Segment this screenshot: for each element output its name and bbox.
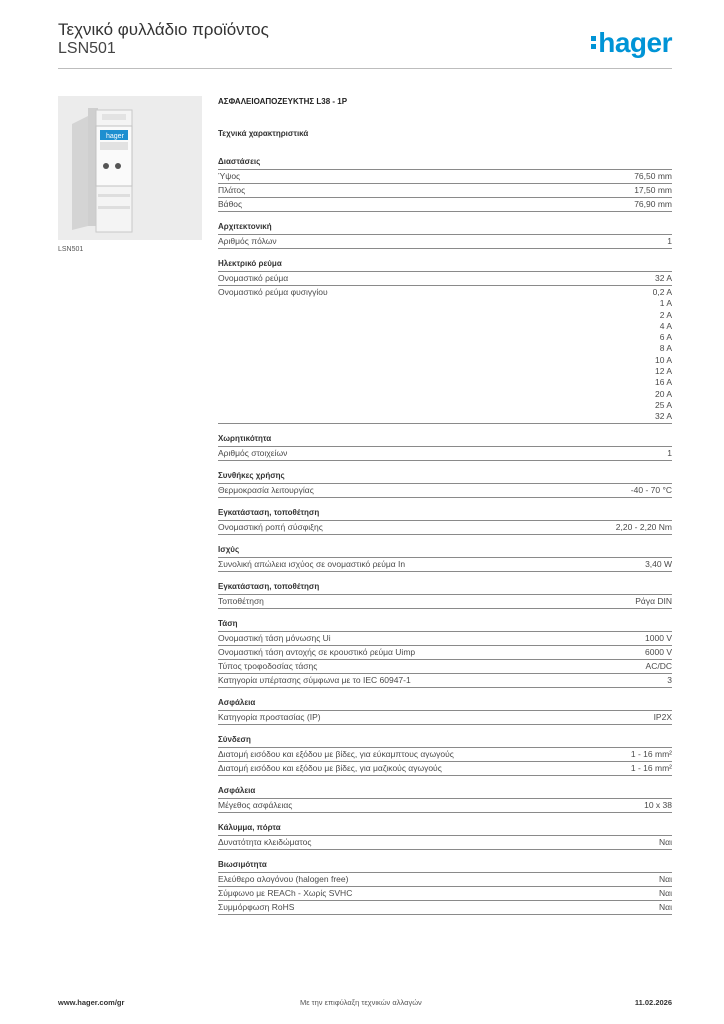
section-title: Αρχιτεκτονική [218, 222, 272, 231]
spec-label: Αριθμός πόλων [218, 236, 277, 246]
spec-section [218, 785, 672, 813]
spec-row [218, 183, 672, 197]
section-title: Ασφάλεια [218, 785, 256, 795]
spec-value-list [653, 286, 672, 423]
document-title: Τεχνικό φυλλάδιο προϊόντος [58, 20, 269, 39]
spec-row [218, 285, 672, 424]
spec-section [218, 470, 672, 498]
spec-value: 10 x 38 [644, 799, 672, 810]
spec-label: Τοποθέτηση [218, 595, 264, 606]
spec-row [218, 271, 672, 285]
spec-row [218, 747, 672, 761]
spec-value: 8 A [659, 343, 672, 354]
spec-value: 3 [667, 674, 672, 685]
spec-value: 76,50 mm [634, 171, 672, 181]
section-title: Βιωσιμότητα [218, 859, 267, 869]
spec-value: Ναι [659, 873, 672, 884]
logo-text: hager [598, 27, 672, 58]
spec-row [218, 631, 672, 645]
spec-label: Θερμοκρασία λειτουργίας [218, 484, 314, 495]
spec-label: Ελεύθερο αλογόνου (halogen free) [218, 873, 349, 884]
spec-label: Ονομαστικό ρεύμα φυσιγγίου [218, 287, 328, 297]
spec-value: 25 A [654, 399, 672, 410]
product-code: LSN501 [58, 40, 116, 57]
spec-label: Ονομαστική ροπή σύσφιξης [218, 521, 323, 532]
spec-section [218, 156, 672, 212]
spec-value: 20 A [654, 388, 672, 399]
spec-sections [218, 156, 672, 915]
spec-section [218, 221, 672, 249]
section-title: Συνθήκες χρήσης [218, 470, 285, 480]
section-title: Εγκατάσταση, τοποθέτηση [218, 581, 320, 591]
spec-label: Κατηγορία προστασίας (IP) [218, 711, 321, 722]
footer-note: Με την επιφύλαξη τεχνικών αλλαγών [300, 998, 422, 1007]
spec-value: 6 A [659, 332, 672, 343]
spec-label: Βάθος [218, 199, 243, 209]
spec-section [218, 544, 672, 572]
spec-row [218, 197, 672, 212]
spec-value: 1 - 16 mm² [630, 748, 672, 759]
section-title: Τάση [218, 618, 238, 628]
spec-section [218, 507, 672, 535]
spec-row [218, 872, 672, 886]
spec-value: 3,40 W [645, 558, 672, 569]
spec-label: Ονομαστική τάση αντοχής σε κρουστικό ρεύμα Uimp [218, 646, 416, 657]
spec-row [218, 446, 672, 461]
spec-label: Ονομαστικό ρεύμα [218, 273, 289, 283]
spec-label: Κατηγορία υπέρτασης σύμφωνα με το IEC 60947-1 [218, 674, 411, 685]
spec-row [218, 835, 672, 850]
spec-value: 1000 V [645, 632, 672, 643]
spec-label: Ονομαστική τάση μόνωσης Ui [218, 632, 331, 643]
spec-value: 2,20 - 2,20 Nm [615, 521, 672, 532]
spec-label: Σύμφωνο με REACh - Χωρίς SVHC [218, 887, 353, 898]
spec-section [218, 734, 672, 776]
hager-logo [591, 28, 672, 58]
spec-value: -40 - 70 °C [630, 484, 672, 495]
spec-value: 32 A [654, 411, 672, 422]
spec-value: 4 A [659, 320, 672, 331]
spec-value: 16 A [654, 377, 672, 388]
section-title: Ισχύς [218, 544, 240, 554]
spec-value: 1 - 16 mm² [630, 762, 672, 773]
spec-content [218, 97, 672, 915]
spec-label: Αριθμός στοιχείων [218, 447, 288, 458]
section-title: Ηλεκτρικό ρεύμα [218, 259, 282, 268]
spec-value: 1 [667, 236, 672, 246]
spec-label: Τύπος τροφοδοσίας τάσης [218, 660, 318, 671]
spec-value: 10 A [654, 354, 672, 365]
spec-value: 12 A [654, 366, 672, 377]
spec-row [218, 900, 672, 915]
device-brand-label: hager [106, 133, 124, 140]
spec-row [218, 594, 672, 609]
spec-section [218, 859, 672, 915]
spec-value: 1 A [659, 298, 672, 309]
spec-value: 6000 V [645, 646, 672, 657]
spec-value: Ναι [659, 836, 672, 847]
spec-value: 76,90 mm [634, 199, 672, 209]
spec-value: AC/DC [645, 660, 672, 671]
spec-row [218, 710, 672, 725]
spec-value: 1 [667, 447, 672, 458]
fuse-holder-illustration [58, 96, 202, 240]
header-divider [58, 68, 672, 69]
spec-row [218, 645, 672, 659]
spec-value: IP2X [653, 711, 672, 722]
spec-row [218, 798, 672, 813]
spec-row [218, 659, 672, 673]
spec-section [218, 581, 672, 609]
technical-characteristics-title: Τεχνικά χαρακτηριστικά [218, 129, 309, 138]
section-title: Ασφάλεια [218, 697, 256, 707]
spec-row [218, 483, 672, 498]
section-title: Σύνδεση [218, 734, 251, 744]
spec-value: 17,50 mm [634, 185, 672, 195]
section-title: Κάλυμμα, πόρτα [218, 822, 281, 832]
spec-label: Δυνατότητα κλειδώματος [218, 836, 312, 847]
spec-label: Ύψος [218, 171, 241, 181]
spec-section [218, 697, 672, 725]
spec-label: Μέγεθος ασφάλειας [218, 799, 293, 810]
footer-date: 11.02.2026 [634, 998, 672, 1007]
spec-section [218, 258, 672, 424]
spec-label: Συμμόρφωση RoHS [218, 901, 295, 912]
footer-website: www.hager.com/gr [58, 998, 125, 1007]
spec-value: 32 A [654, 273, 672, 283]
spec-row [218, 234, 672, 249]
spec-row [218, 520, 672, 535]
spec-section [218, 618, 672, 688]
spec-label: Πλάτος [218, 185, 246, 195]
spec-row [218, 761, 672, 776]
spec-label: Συνολική απώλεια ισχύος σε ονομαστικό ρεύμα In [218, 558, 406, 569]
spec-value: Ναι [659, 887, 672, 898]
section-title: Χωρητικότητα [218, 433, 272, 443]
section-title: Διαστάσεις [218, 157, 261, 166]
spec-row [218, 886, 672, 900]
spec-value: Ράγα DIN [635, 595, 672, 606]
spec-label: Διατομή εισόδου και εξόδου με βίδες, για εύκαμπτους αγωγούς [218, 748, 454, 759]
spec-value: 2 A [659, 309, 672, 320]
spec-row [218, 673, 672, 688]
product-image [58, 96, 202, 240]
image-caption: LSN501 [58, 246, 84, 253]
spec-value: Ναι [659, 901, 672, 912]
spec-section [218, 822, 672, 850]
spec-row [218, 169, 672, 183]
spec-value: 0,2 A [652, 287, 672, 297]
spec-section [218, 433, 672, 461]
logo-dots-icon [591, 33, 597, 52]
product-name: ΑΣΦΑΛΕΙΟΑΠΟΖΕΥΚΤΗΣ L38 - 1P [218, 97, 348, 106]
section-title: Εγκατάσταση, τοποθέτηση [218, 507, 320, 517]
spec-row [218, 557, 672, 572]
spec-label: Διατομή εισόδου και εξόδου με βίδες, για μαζικούς αγωγούς [218, 762, 442, 773]
